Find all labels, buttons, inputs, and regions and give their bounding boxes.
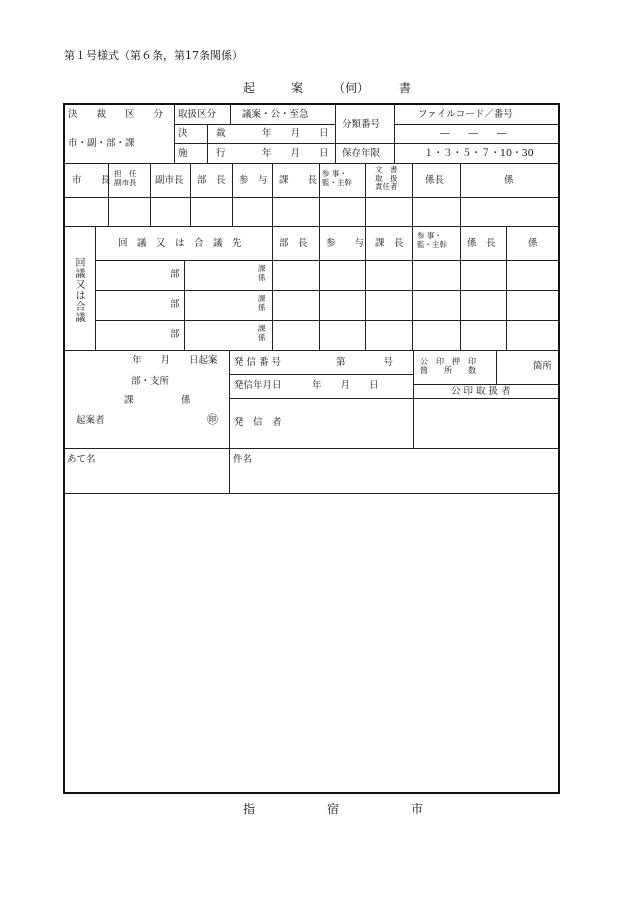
hasshin-bango-label: 発 信 番 号	[234, 357, 282, 368]
kaigi-bucho-header: 部 長	[279, 238, 308, 249]
kaigi-kacho-header: 課 長	[375, 238, 404, 249]
kaigi-saki-header: 回 議 又 は 合 議 先	[118, 238, 242, 249]
kaigi-kakari-header: 係	[528, 238, 538, 249]
kakaricho-header: 係長	[425, 175, 445, 186]
kaigi-sanji-header: 参 事・ 監・主幹	[417, 231, 447, 249]
shiko-date: 年 月 日	[262, 148, 329, 159]
bucho-header: 部 長	[197, 175, 226, 186]
page-title: 起 案 （伺） 書	[243, 81, 412, 95]
kian-ka-kakari: 課 係	[124, 395, 191, 406]
frame-top	[63, 103, 560, 105]
kaigi-sanyo-header: 参 与	[326, 238, 365, 249]
hozon-values: １・３・５・７・10・30	[424, 148, 534, 159]
body-text-area[interactable]	[65, 494, 558, 791]
kaigi-row-3-ka: 課 係	[258, 324, 266, 342]
kessai-date: 年 月 日	[262, 128, 329, 139]
fukushicho-header: 副市長	[155, 175, 184, 186]
sanji-header: 参 事・ 監・主幹	[322, 169, 352, 187]
kaigi-row-1-bu: 部	[170, 269, 180, 280]
hozon-nengen-label: 保存年限	[342, 148, 381, 159]
atena-label: あて名	[67, 454, 96, 465]
koin-toriatsukai-label: 公 印 取 扱 者	[451, 386, 511, 397]
kaigi-kakaricho-header: 係 長	[467, 238, 496, 249]
hasshin-date-label: 発信年月日	[234, 380, 282, 391]
toriatsukai-values: 議案・公・至急	[242, 109, 309, 120]
tanto-fuku-header: 担 任 副市長	[114, 169, 137, 187]
kessai-kubun-label: 決 裁 区 分	[68, 109, 164, 120]
hasshinsha-label: 発 信 者	[234, 417, 282, 428]
kaigi-side-label: 回議又は合議	[73, 257, 84, 323]
kaigi-row-1-ka: 課 係	[258, 264, 266, 282]
file-code-label: ファイルコード／番号	[418, 109, 513, 120]
kian-date: 年 月 日起案	[132, 355, 218, 366]
koin-ouin-label: 公 印 押 印 箇 所 数	[420, 357, 476, 376]
form-number: 第１号様式（第６条，第17条関係）	[64, 49, 243, 62]
shicho-header: 市 長	[72, 175, 111, 186]
hasshin-bango-value: 第 号	[336, 357, 394, 368]
kaigi-row-3-bu: 部	[170, 329, 180, 340]
toriatsukai-kubun-label: 取扱区分	[178, 109, 217, 120]
kaigi-row-2-ka: 課 係	[258, 294, 266, 312]
kenmei-label: 件名	[233, 454, 253, 465]
sanyo-header: 参 与	[239, 175, 268, 186]
bunsho-header: 文 書 取 扱 責任者	[375, 165, 398, 192]
file-code-dashes: ― ― ―	[440, 128, 507, 139]
koin-kasho-label: 箇所	[533, 361, 553, 372]
kessai-label: 決 裁	[178, 128, 226, 139]
seal-mark: ㊞	[207, 413, 218, 426]
kaigi-row-2-bu: 部	[170, 299, 180, 310]
kian-bu-shisho: 部・支所	[131, 376, 170, 387]
frame-bottom	[63, 792, 560, 794]
hasshin-date-value: 年 月 日	[312, 380, 379, 391]
kakari-header: 係	[504, 175, 514, 186]
footer-city: 指 宿 市	[243, 802, 424, 816]
shi-fuku-bu-ka-label: 市・副・部・課	[68, 138, 135, 149]
kacho-header: 課 長	[279, 175, 318, 186]
kianusha-label: 起案者	[76, 415, 105, 426]
bunrui-bango-label: 分類番号	[342, 119, 381, 130]
shiko-label: 施 行	[178, 148, 226, 159]
